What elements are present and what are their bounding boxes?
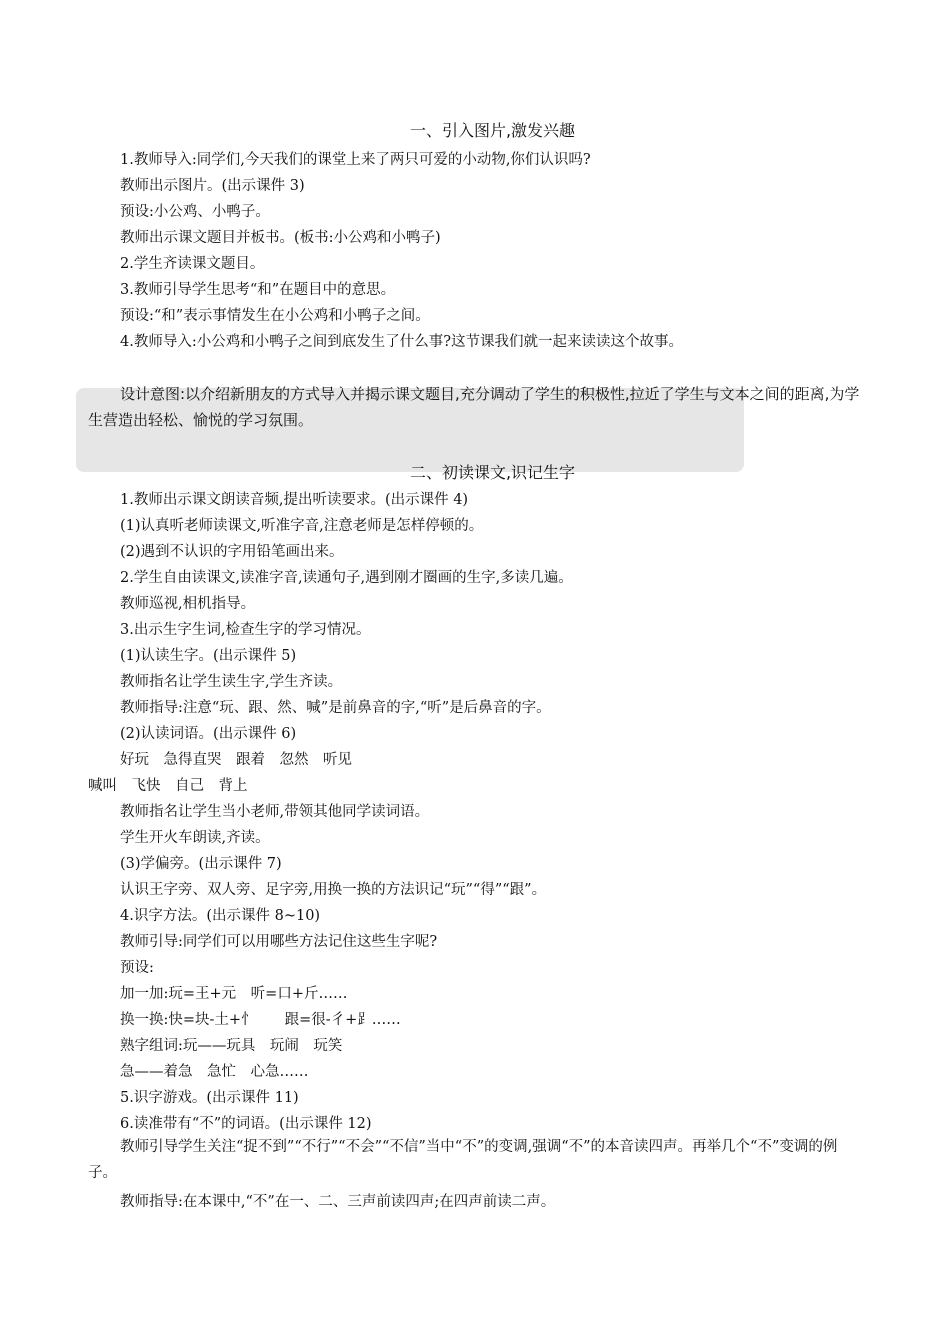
paragraph: 换一换:快=块-土+忄 跟=很-彳+⻊…… [120,1012,401,1028]
paragraph: 教师指名让学生当小老师,带领其他同学读词语。 [120,804,430,820]
paragraph: 教师指导:注意“玩、跟、然、喊”是前鼻音的字,“听”是后鼻音的字。 [120,700,551,716]
paragraph: 学生开火车朗读,齐读。 [120,830,270,846]
paragraph: 教师出示课文题目并板书。(板书:小公鸡和小鸭子) [120,230,441,246]
paragraph: 预设:小公鸡、小鸭子。 [120,204,270,220]
paragraph: 5.识字游戏。(出示课件 11) [120,1090,299,1106]
section-heading-1: 一、引入图片,激发兴趣 [409,121,576,140]
paragraph: 2.学生齐读课文题目。 [120,256,265,272]
paragraph: (2)认读词语。(出示课件 6) [120,726,297,742]
paragraph: 预设: [120,960,154,976]
paragraph: 教师引导学生关注“捉不到”“不行”“不会”“不信”当中“不”的变调,强调“不”的本音读四声。再举几个“不”变调的例子。 [88,1139,838,1181]
design-intent-text: 设计意图:以介绍新朋友的方式导入并揭示课文题目,充分调动了学生的积极性,拉近了学生与文本之间的距离,为学生营造出轻松、愉悦的学习氛围。 [88,385,860,429]
paragraph: 教师巡视,相机指导。 [120,596,256,612]
paragraph: 1.教师导入:同学们,今天我们的课堂上来了两只可爱的小动物,你们认识吗? [120,152,591,168]
paragraph: (1)认读生字。(出示课件 5) [120,648,297,664]
paragraph: 4.识字方法。(出示课件 8~10) [120,908,321,924]
paragraph: 教师指名让学生读生字,学生齐读。 [120,674,343,690]
section-heading-2: 二、初读课文,识记生字 [409,463,576,482]
paragraph: 急——着急 急忙 心急…… [120,1064,309,1080]
word-list-row: 好玩 急得直哭 跟着 忽然 听见 [120,752,352,768]
paragraph: 认识王字旁、双人旁、足字旁,用换一换的方法识记“玩”“得”“跟”。 [120,882,547,898]
paragraph: 3.教师引导学生思考“和”在题目中的意思。 [120,282,396,298]
paragraph: 预设:“和”表示事情发生在小公鸡和小鸭子之间。 [120,308,430,324]
paragraph: 教师引导:同学们可以用哪些方法记住这些生字呢? [120,934,438,950]
paragraph: 3.出示生字生词,检查生字的学习情况。 [120,622,371,638]
paragraph: (3)学偏旁。(出示课件 7) [120,856,282,872]
paragraph: (2)遇到不认识的字用铅笔画出来。 [120,544,344,560]
paragraph: 6.读准带有“不”的词语。(出示课件 12) [120,1116,372,1132]
paragraph: 加一加:玩=王+元 听=口+斤…… [120,986,348,1002]
paragraph: 教师出示图片。(出示课件 3) [120,178,305,194]
paragraph: (1)认真听老师读课文,听准字音,注意老师是怎样停顿的。 [120,518,484,534]
paragraph: 熟字组词:玩——玩具 玩闹 玩笑 [120,1038,343,1054]
paragraph: 教师指导:在本课中,“不”在一、二、三声前读四声;在四声前读二声。 [120,1194,556,1210]
paragraph: 2.学生自由读课文,读准字音,读通句子,遇到刚才圈画的生字,多读几遍。 [120,570,573,586]
word-list-row: 喊叫 飞快 自己 背上 [88,778,248,794]
paragraph: 4.教师导入:小公鸡和小鸭子之间到底发生了什么事?这节课我们就一起来读读这个故事。 [120,334,683,350]
paragraph: 1.教师出示课文朗读音频,提出听读要求。(出示课件 4) [120,492,469,508]
